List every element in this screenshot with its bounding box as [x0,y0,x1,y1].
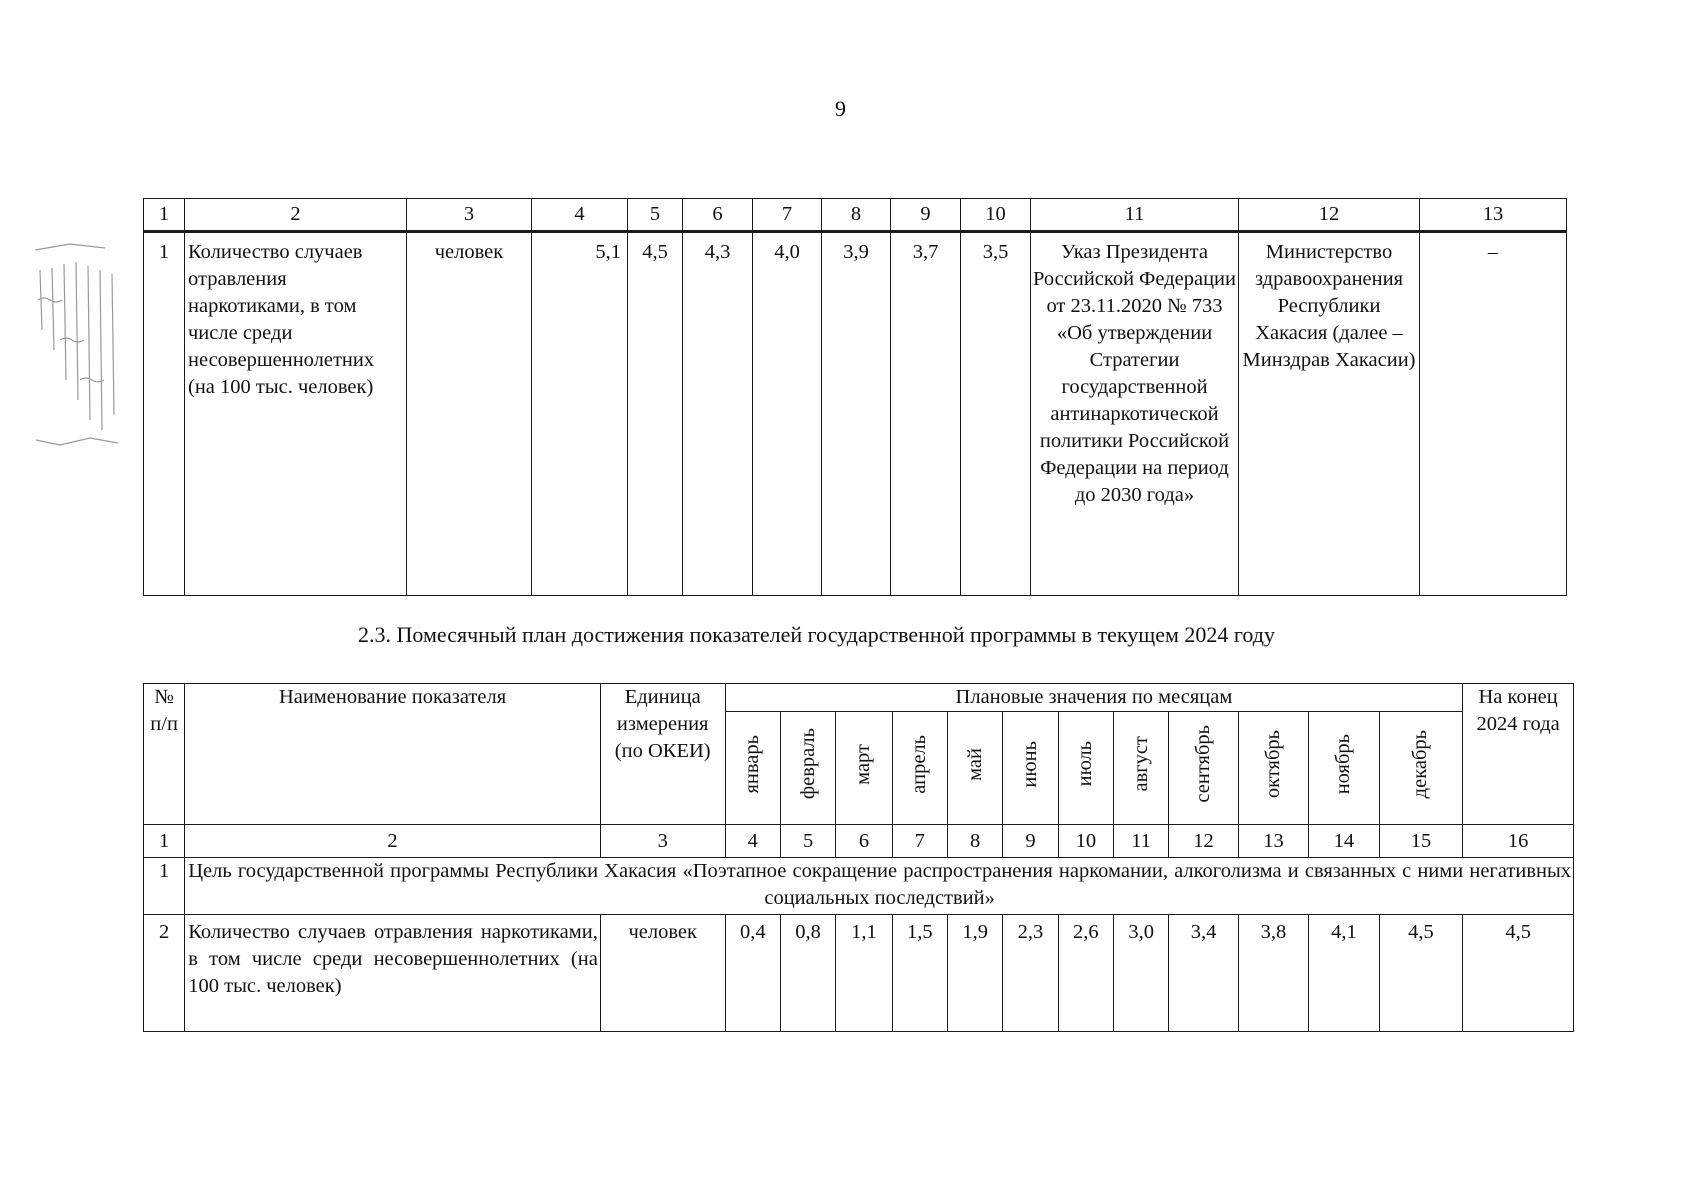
month-header: сентябрь [1169,712,1238,825]
month-value: 3,0 [1114,915,1169,1032]
header-row [144,684,1574,712]
column-number: 9 [1003,825,1058,858]
month-value: 1,5 [892,915,947,1032]
column-number: 16 [1463,825,1574,858]
month-value: 0,4 [725,915,780,1032]
month-value: 1,1 [836,915,892,1032]
month-header: июнь [1003,712,1058,825]
month-header: октябрь [1238,712,1308,825]
unit-cell: человек [407,232,532,596]
column-number: 1 [144,199,185,232]
column-number: 14 [1309,825,1379,858]
column-number: 8 [822,199,891,232]
column-number: 12 [1169,825,1238,858]
value-cell: 4,5 [628,232,683,596]
table-row [144,232,1567,596]
column-number: 8 [947,825,1002,858]
month-header: январь [725,712,780,825]
column-number: 7 [892,825,947,858]
page-number: 9 [835,96,846,121]
monthly-plan-table [143,683,1574,1032]
value-cell: 5,1 [532,232,628,596]
month-header: декабрь [1379,712,1463,825]
indicator-name: Количество случаев отравления наркотиками, в том числе среди несовершеннолетних (на 100 тыс. человек) [185,232,407,596]
month-value: 3,4 [1169,915,1238,1032]
legal-document-cell: Указ Президента Российской Федерации от 23.11.2020 № 733 «Об утверждении Стратегии государственной антинаркотической политики Российской Федерации на период до 2030 года» [1031,232,1239,596]
column-number-row [144,199,1567,232]
column-number: 3 [407,199,532,232]
column-number: 9 [891,199,961,232]
year-end-header: На конец 2024 года [1463,684,1574,825]
month-value: 2,6 [1058,915,1113,1032]
column-number: 5 [628,199,683,232]
month-header: февраль [780,712,835,825]
goal-row [144,858,1574,915]
column-number: 5 [780,825,835,858]
column-number: 6 [683,199,753,232]
indicator-table [143,198,1567,596]
column-number: 3 [600,825,725,858]
column-number: 12 [1239,199,1420,232]
value-cell: 3,7 [891,232,961,596]
value-cell: 3,9 [822,232,891,596]
month-value: 0,8 [780,915,835,1032]
month-value: 3,8 [1238,915,1308,1032]
year-end-value: 4,5 [1463,915,1574,1032]
column-number: 10 [961,199,1031,232]
responsible-cell: Министерство здравоохранения Республики Хакасия (далее – Минздрав Хакасии) [1239,232,1420,596]
goal-text: Цель государственной программы Республики Хакасия «Поэтапное сокращение распространения наркомании, алкоголизма и связанных с ними негативных социальных последствий» [185,858,1574,915]
column-number: 13 [1238,825,1308,858]
column-number: 1 [144,825,185,858]
month-value: 4,1 [1309,915,1379,1032]
indicator-name: Количество случаев отравления наркотиками, в том числе среди несовершеннолетних (на 100 тыс. человек) [185,915,601,1032]
stamp-mark [30,240,125,460]
month-header: ноябрь [1309,712,1379,825]
value-cell: 4,3 [683,232,753,596]
row-number: 2 [144,915,185,1032]
number-header: № п/п [144,684,185,825]
row-number: 1 [144,232,185,596]
column-number: 13 [1420,199,1567,232]
month-header: июль [1058,712,1113,825]
month-value: 4,5 [1379,915,1463,1032]
plan-header: Плановые значения по месяцам [725,684,1463,712]
column-number: 11 [1114,825,1169,858]
column-number: 10 [1058,825,1113,858]
value-cell: 4,0 [753,232,822,596]
name-header: Наименование показателя [185,684,601,825]
month-header: апрель [892,712,947,825]
row-number: 1 [144,858,185,915]
column-number: 2 [185,199,407,232]
column-number: 6 [836,825,892,858]
column-number: 7 [753,199,822,232]
column-number: 4 [725,825,780,858]
unit-cell: человек [600,915,725,1032]
table-row [144,915,1574,1032]
unit-header: Единица измерения (по ОКЕИ) [600,684,725,825]
column-13-cell: – [1420,232,1567,596]
month-header: май [947,712,1002,825]
column-number: 2 [185,825,601,858]
column-number-row [144,825,1574,858]
column-number: 15 [1379,825,1463,858]
section-title: 2.3. Помесячный план достижения показателей государственной программы в текущем 2024 году [358,622,1275,647]
value-cell: 3,5 [961,232,1031,596]
month-header: август [1114,712,1169,825]
month-header: март [836,712,892,825]
month-value: 1,9 [947,915,1002,1032]
column-number: 4 [532,199,628,232]
column-number: 11 [1031,199,1239,232]
month-value: 2,3 [1003,915,1058,1032]
